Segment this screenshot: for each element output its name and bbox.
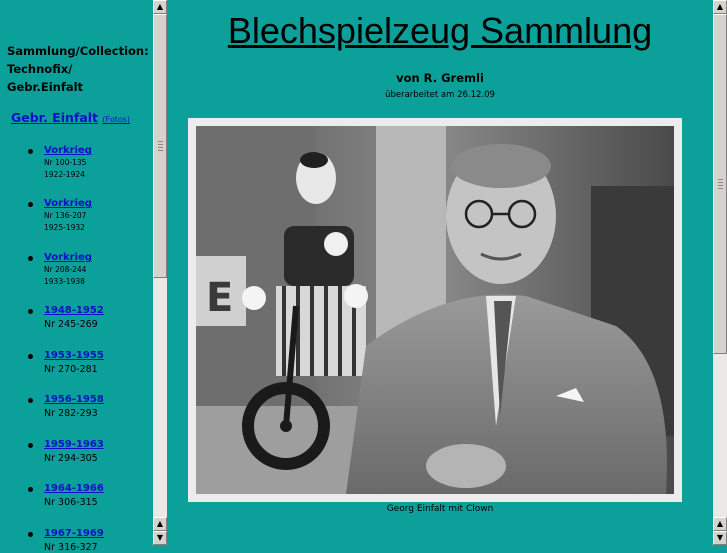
fotos-link[interactable]: (Fotos) bbox=[102, 115, 131, 124]
bullet-icon bbox=[28, 202, 33, 207]
era-years: 1933-1938 bbox=[44, 277, 85, 286]
main-frame bbox=[167, 0, 713, 545]
era-number-range: Nr 270-281 bbox=[44, 364, 98, 375]
grip-icon bbox=[718, 179, 723, 191]
grip-icon bbox=[158, 141, 163, 153]
updated-date: überarbeitet am 26.12.09 bbox=[385, 90, 495, 100]
bullet-icon bbox=[28, 487, 33, 492]
era-years: 1922-1924 bbox=[44, 170, 85, 179]
era-link[interactable]: 1959-1963 bbox=[44, 439, 104, 450]
arrow-down-icon[interactable]: ▼ bbox=[153, 531, 167, 545]
arrow-up-icon[interactable]: ▲ bbox=[713, 517, 727, 531]
era-number-range: Nr 136-207 bbox=[44, 211, 87, 220]
collection-title-line: Sammlung/Collection: bbox=[7, 44, 149, 58]
collection-title-line: Gebr.Einfalt bbox=[7, 80, 84, 94]
era-number-range: Nr 245-269 bbox=[44, 319, 98, 330]
bullet-icon bbox=[28, 398, 33, 403]
arrow-up-icon[interactable]: ▲ bbox=[713, 0, 727, 14]
bullet-icon bbox=[28, 256, 33, 261]
era-years: 1925-1932 bbox=[44, 223, 85, 232]
era-link[interactable]: Vorkrieg bbox=[44, 252, 92, 263]
historic-photo bbox=[188, 118, 682, 502]
era-link[interactable]: 1953-1955 bbox=[44, 350, 104, 361]
main-scrollbar[interactable] bbox=[713, 0, 727, 545]
era-link[interactable]: 1967-1969 bbox=[44, 528, 104, 539]
era-list bbox=[0, 0, 152, 553]
era-link[interactable]: Vorkrieg bbox=[44, 198, 92, 209]
sidebar-scroll-thumb[interactable] bbox=[153, 14, 167, 278]
einfalt-link[interactable]: Gebr. Einfalt bbox=[11, 110, 99, 125]
arrow-up-icon[interactable]: ▲ bbox=[153, 517, 167, 531]
main-scroll-thumb[interactable] bbox=[713, 14, 727, 354]
bullet-icon bbox=[28, 309, 33, 314]
bullet-icon bbox=[28, 532, 33, 537]
svg-text:E: E bbox=[206, 275, 234, 321]
era-link[interactable]: 1948-1952 bbox=[44, 305, 104, 316]
era-number-range: Nr 306-315 bbox=[44, 497, 98, 508]
page-title: Blechspielzeug Sammlung bbox=[227, 10, 653, 51]
era-number-range: Nr 100-135 bbox=[44, 158, 87, 167]
collection-title-line: Technofix/ bbox=[7, 62, 73, 76]
bullet-icon bbox=[28, 354, 33, 359]
bullet-icon bbox=[28, 149, 33, 154]
arrow-down-icon[interactable]: ▼ bbox=[713, 531, 727, 545]
sidebar-frame bbox=[0, 0, 152, 553]
arrow-up-icon[interactable]: ▲ bbox=[153, 0, 167, 14]
author-line: von R. Gremli bbox=[396, 71, 484, 85]
era-number-range: Nr 282-293 bbox=[44, 408, 98, 419]
era-number-range: Nr 316-327 bbox=[44, 542, 98, 553]
era-number-range: Nr 208-244 bbox=[44, 265, 87, 274]
main-scroll-track[interactable] bbox=[713, 354, 727, 517]
bullet-icon bbox=[28, 443, 33, 448]
era-link[interactable]: 1956-1958 bbox=[44, 394, 104, 405]
era-link[interactable]: 1964-1966 bbox=[44, 483, 104, 494]
era-number-range: Nr 294-305 bbox=[44, 453, 98, 464]
sidebar-scroll-track[interactable] bbox=[153, 278, 167, 517]
sidebar-scrollbar[interactable] bbox=[153, 0, 167, 545]
photo-image bbox=[196, 126, 674, 494]
era-link[interactable]: Vorkrieg bbox=[44, 145, 92, 156]
photo-caption: Georg Einfalt mit Clown bbox=[386, 504, 494, 514]
